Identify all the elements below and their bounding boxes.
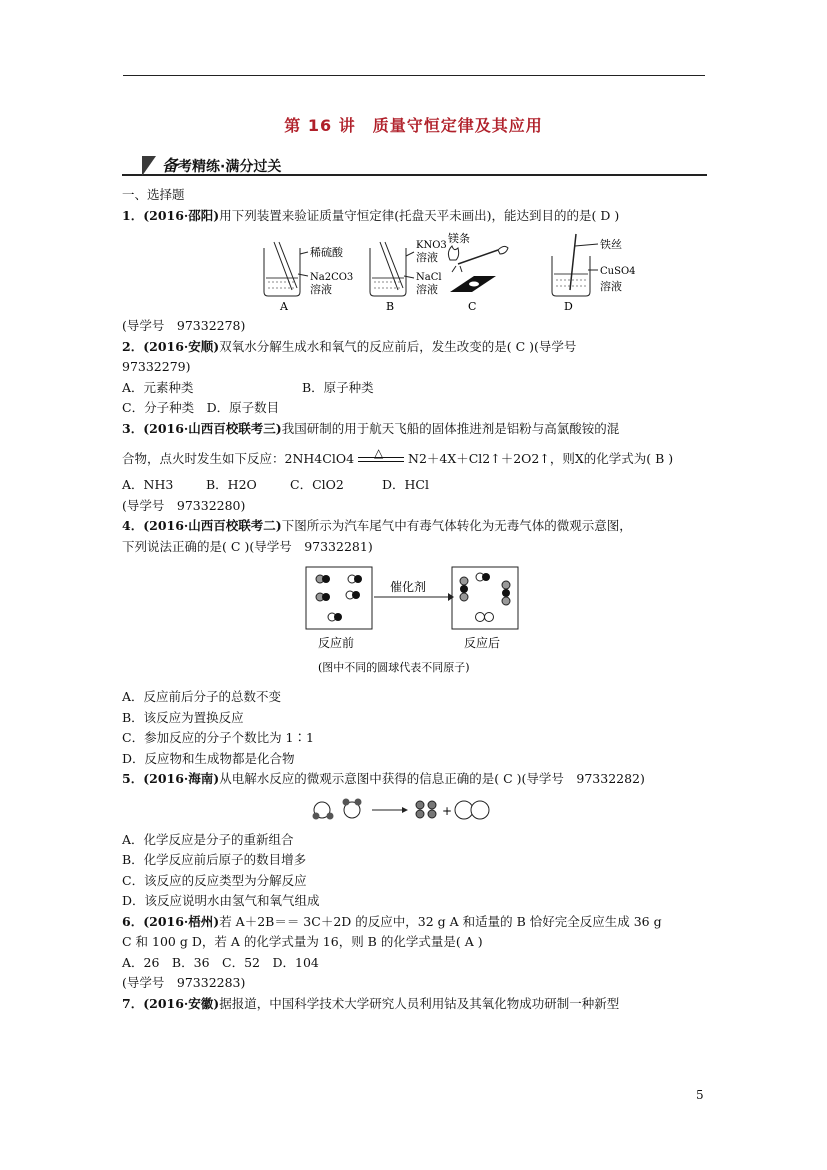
answer: A [464, 934, 474, 949]
question-3-line2 [122, 447, 712, 471]
q4-option-c: C．参加反应的分子个数比为 1∶1 [122, 730, 314, 745]
question-stem: 我国研制的用于航天飞船的固体推进剂是铝粉与高氯酸铵的混 [281, 420, 620, 436]
figure-caption: (图中不同的圆球代表不同原子) [318, 661, 470, 674]
q6-options: A．26 B．36 C．52 D．104 [122, 954, 319, 970]
header-rule [123, 75, 705, 76]
label-b-kno3: KNO3 [416, 240, 447, 251]
q3-guide: (导学号 97332280) [122, 497, 246, 513]
question-3 [122, 419, 712, 440]
molecules-before [316, 575, 362, 621]
molecules-after [460, 573, 510, 622]
q3-options [122, 475, 712, 496]
question-source: (2016·梧州) [143, 913, 220, 929]
question-stem: 从电解水反应的微观示意图中获得的信息正确的是( [219, 771, 500, 786]
after-label: 反应后 [464, 636, 501, 650]
banner-text-rest: 考精练·满分过关 [178, 159, 282, 175]
option-d: D．HCl [382, 477, 429, 492]
question-close: )(导学号 [529, 338, 577, 354]
heat-triangle-icon: △ [374, 445, 384, 460]
page-number: 5 [696, 1088, 704, 1102]
beaker-b [370, 240, 447, 312]
q4-figure [122, 561, 712, 683]
q5-option-c: C．该反应的反应类型为分解反应 [122, 872, 307, 888]
question-number: 6． [122, 913, 144, 929]
option-a: A．NH3 [122, 477, 174, 492]
question-2 [122, 337, 712, 358]
label-b-nacl: NaCl [416, 272, 442, 283]
question-source: (2016·山西百校联考三) [143, 420, 282, 436]
label-d-iron: 铁丝 [600, 238, 622, 251]
label-c-mg: 镁条 [448, 232, 470, 245]
option-b: B．原子种类 [302, 379, 374, 395]
q2-guide: 97332279) [122, 359, 191, 374]
question-7 [122, 994, 712, 1015]
question-source: (2016·安顺) [143, 338, 220, 354]
question-close: ) [477, 934, 483, 949]
reaction-arrow [358, 445, 404, 467]
label-d-solution: 溶液 [600, 280, 622, 293]
water-molecule-2 [343, 798, 362, 818]
question-number: 4． [122, 518, 144, 533]
q5-option-a: A．化学反应是分子的重新组合 [122, 831, 294, 847]
question-stem-after: ，则X的化学式为( [549, 451, 652, 466]
question-4 [122, 516, 712, 537]
option-a: A．元素种类 [122, 379, 194, 395]
water-molecule-1 [313, 802, 334, 820]
question-1 [122, 206, 712, 227]
before-label: 反应前 [318, 636, 355, 650]
answer: C [515, 338, 526, 354]
question-source: (2016·海南) [143, 771, 220, 786]
label-c: C [468, 300, 477, 312]
question-list [122, 185, 712, 1014]
question-stem: 双氧水分解生成水和氧气的反应前后，发生改变的是( [219, 338, 512, 354]
section-heading: 一、选择题 [122, 187, 185, 202]
q6-guide: (导学号 97332283) [122, 975, 246, 990]
question-stem: 下图所示为汽车尾气中有毒气体转化为无毒气体的微观示意图， [281, 518, 632, 533]
catalyst-label: 催化剂 [390, 580, 427, 594]
banner-text-bold: 备 [162, 156, 179, 175]
q2-options-row2 [122, 398, 712, 419]
oxygen-molecule [455, 801, 489, 819]
question-number: 2． [122, 338, 144, 354]
label-b-solution1: 溶液 [416, 251, 438, 264]
option-b: B．H2O [206, 477, 257, 492]
option-c: C．分子种类 [122, 400, 195, 415]
page-title: 第 16 讲 质量守恒定律及其应用 [284, 116, 543, 135]
question-number: 5． [122, 771, 144, 786]
label-b-solution2: 溶液 [416, 283, 438, 296]
hydrogen-molecules [416, 801, 436, 818]
question-close: ) [614, 207, 620, 223]
q1-figure [122, 230, 712, 312]
beaker-d [552, 234, 636, 312]
label-d-cuso4: CuSO4 [600, 266, 636, 277]
option-c: C．ClO2 [290, 477, 344, 492]
question-stem: 若 A＋2B＝＝ 3C＋2D 的反应中，32 g A 和适量的 B 恰好完全反应生成 36 g [219, 913, 662, 929]
apparatus-diagram [252, 230, 712, 312]
question-number: 7． [122, 995, 144, 1011]
question-4-line2 [122, 537, 712, 558]
question-number: 1． [122, 207, 144, 223]
question-6 [122, 912, 712, 933]
answer: B [655, 451, 665, 466]
answer: D [600, 207, 611, 223]
question-close: )(导学号 97332281) [244, 538, 373, 554]
question-stem: 合物，点火时发生如下反应： [122, 451, 285, 466]
banner-text [162, 156, 281, 177]
q5-figure [122, 794, 712, 826]
question-stem: C 和 100 g D，若 A 的化学式量为 16，则 B 的化学式量是( [122, 934, 461, 949]
q1-guide: (导学号 97332278) [122, 318, 246, 333]
question-source: (2016·山西百校联考二) [143, 518, 282, 533]
banner-decoration [142, 156, 156, 176]
equation-reactant: 2NH4ClO4 [284, 451, 355, 466]
electrolysis-diagram [308, 794, 528, 824]
q4-option-d: D．反应物和生成物都是化合物 [122, 750, 295, 766]
label-a: A [280, 300, 288, 312]
section-banner [122, 156, 707, 178]
question-5 [122, 769, 712, 790]
question-close: )(导学号 97332282) [516, 771, 645, 786]
option-d: D．原子数目 [206, 400, 280, 415]
label-b: B [386, 300, 395, 312]
reaction-diagram [304, 565, 564, 687]
question-stem: 下列说法正确的是( [122, 538, 227, 554]
question-number: 3． [122, 420, 144, 436]
label-a-acid: 稀硫酸 [310, 246, 343, 259]
q5-option-b: B．化学反应前后原子的数目增多 [122, 852, 307, 867]
q4-option-b: B．该反应为置换反应 [122, 709, 244, 725]
q4-option-a: A．反应前后分子的总数不变 [122, 689, 282, 704]
q5-option-d: D．该反应说明水由氢气和氧气组成 [122, 893, 320, 908]
answer: C [230, 538, 241, 554]
label-a-solution: 溶液 [310, 283, 332, 296]
equation-products: N2＋4X＋Cl2↑＋2O2↑ [408, 451, 550, 466]
question-source: (2016·安徽) [143, 995, 220, 1011]
question-6-line2 [122, 932, 712, 953]
label-d: D [564, 300, 573, 312]
question-stem: 用下列装置来验证质量守恒定律(托盘天平未画出)，能达到目的的是( [219, 207, 597, 223]
mg-burning [448, 231, 508, 312]
question-source: (2016·邵阳) [143, 207, 220, 223]
svg-text:+: + [442, 803, 453, 818]
beaker-a [264, 242, 353, 312]
q2-options-row1 [122, 378, 712, 399]
label-a-salt: Na2CO3 [310, 272, 354, 283]
question-stem: 据报道，中国科学技术大学研究人员利用钴及其氧化物成功研制一种新型 [219, 995, 620, 1011]
answer: C [503, 771, 513, 786]
question-close: ) [668, 451, 674, 466]
